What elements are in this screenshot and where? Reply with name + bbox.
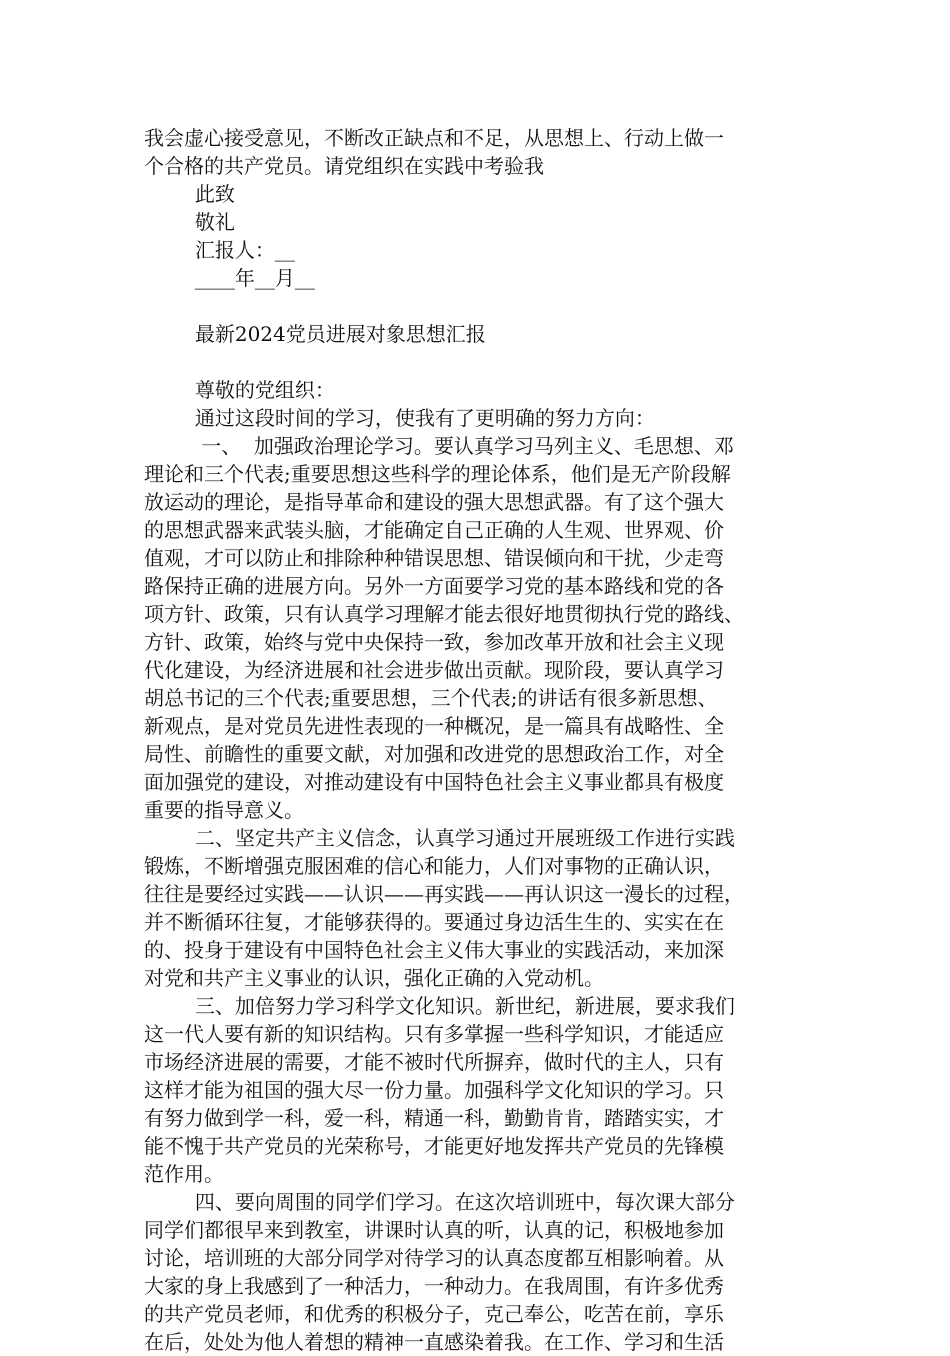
body-line: 锻炼，不断增强克服困难的信心和能力，人们对事物的正确认识， [144,854,724,878]
body-line: 面加强党的建设，对推动建设有中国特色社会主义事业都具有极度 [144,770,724,794]
body-line: 新观点，是对党员先进性表现的一种概况，是一篇具有战略性、全 [144,714,724,738]
body-line: 放运动的理论，是指导革命和建设的强大思想武器。有了这个强大 [144,490,724,514]
body-line: 四、要向周围的同学们学习。在这次培训班中，每次课大部分 [144,1190,735,1214]
reporter-line: 汇报人：__ [144,238,295,262]
body-line: 市场经济进展的需要，才能不被时代所摒弃，做时代的主人，只有 [144,1050,724,1074]
body-line: 往往是要经过实践——认识——再实践——再认识这一漫长的过程， [144,882,744,906]
document-content [144,124,808,1356]
body-line: 路保持正确的进展方向。另外一方面要学习党的基本路线和党的各 [144,574,724,598]
blank-line [144,348,808,376]
date-line: ____年__月__ [144,266,315,290]
body-line: 值观，才可以防止和排除种种错误思想、错误倾向和干扰，少走弯 [144,546,724,570]
body-line: 范作用。 [144,1162,224,1186]
body-line: 一、 加强政治理论学习。要认真学习马列主义、毛思想、邓 [144,434,734,458]
text-line: 我会虚心接受意见，不断改正缺点和不足，从思想上、行动上做一 [144,126,724,150]
body-line: 这样才能为祖国的强大尽一份力量。加强科学文化知识的学习。只 [144,1078,724,1102]
body-line: 局性、前瞻性的重要文献，对加强和改进党的思想政治工作，对全 [144,742,724,766]
body-line: 的共产党员老师，和优秀的积极分子，克己奉公，吃苦在前，享乐 [144,1302,724,1326]
opening-sentence: 通过这段时间的学习，使我有了更明确的努力方向： [144,406,655,430]
salutation: 尊敬的党组织： [144,378,335,402]
body-line: 同学们都很早来到教室，讲课时认真的听，认真的记，积极地参加 [144,1218,724,1242]
body-line: 项方针、政策，只有认真学习理解才能去很好地贯彻执行党的路线、 [144,602,744,626]
body-line: 方针、政策，始终与党中央保持一致，参加改革开放和社会主义现 [144,630,724,654]
closing-cizhi: 此致 [144,182,235,206]
closing-jingli: 敬礼 [144,210,235,234]
body-line: 有努力做到学一科，爱一科，精通一科，勤勤肯肯，踏踏实实，才 [144,1106,724,1130]
body-line: 并不断循环往复，才能够获得的。要通过身边活生生的、实实在在 [144,910,724,934]
body-line: 胡总书记的三个代表;重要思想，三个代表;的讲话有很多新思想、 [144,686,718,710]
body-line: 理论和三个代表;重要思想这些科学的理论体系，他们是无产阶段解 [144,462,731,486]
body-line: 对党和共产主义事业的认识，强化正确的入党动机。 [144,966,604,990]
blank-line [144,292,808,320]
body-line: 三、加倍努力学习科学文化知识。新世纪，新进展，要求我们 [144,994,735,1018]
body-line: 二、坚定共产主义信念，认真学习通过开展班级工作进行实践 [144,826,735,850]
body-line: 这一代人要有新的知识结构。只有多掌握一些科学知识，才能适应 [144,1022,724,1046]
text-line: 个合格的共产党员。请党组织在实践中考验我 [144,154,544,178]
body-line: 的、投身于建设有中国特色社会主义伟大事业的实践活动，来加深 [144,938,724,962]
body-line: 在后，处处为他人着想的精神一直感染着我。在工作、学习和生活 [144,1330,724,1354]
body-line: 代化建设，为经济进展和社会进步做出贡献。现阶段，要认真学习 [144,658,724,682]
body-line: 讨论，培训班的大部分同学对待学习的认真态度都互相影响着。从 [144,1246,724,1270]
body-line: 的思想武器来武装头脑，才能确定自己正确的人生观、世界观、价 [144,518,724,542]
body-line: 重要的指导意义。 [144,798,304,822]
body-line: 大家的身上我感到了一种活力，一种动力。在我周围，有许多优秀 [144,1274,724,1298]
body-line: 能不愧于共产党员的光荣称号，才能更好地发挥共产党员的先锋模 [144,1134,724,1158]
section-title: 最新2024党员进展对象思想汇报 [144,322,486,346]
